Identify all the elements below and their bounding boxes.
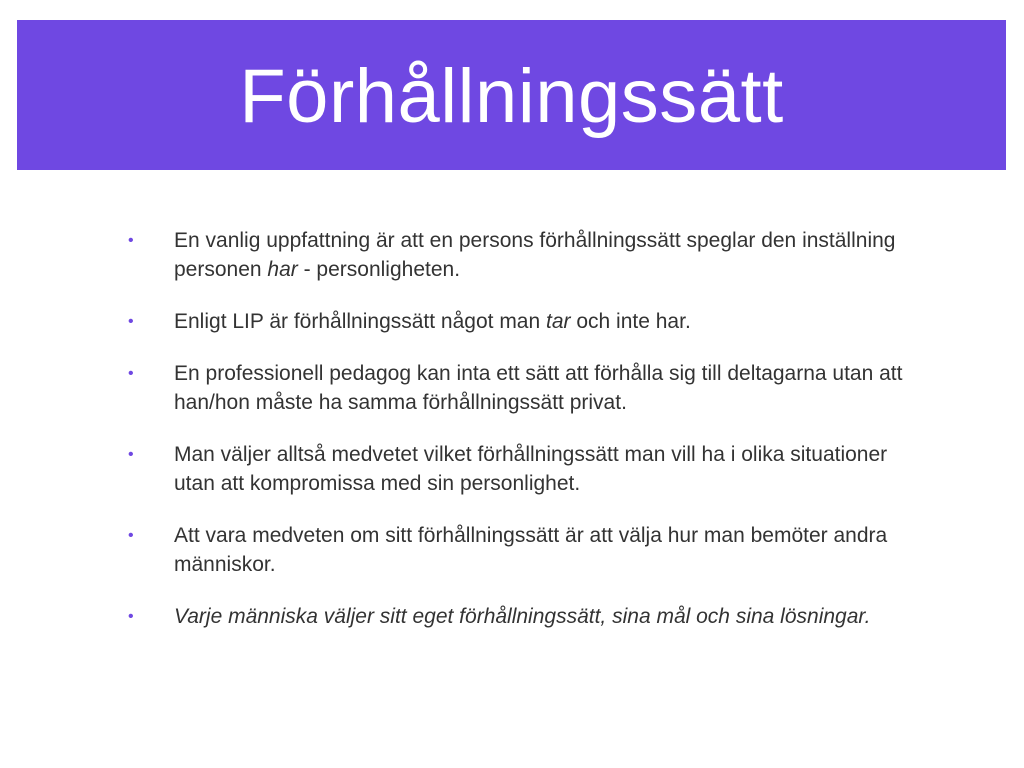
bullet-text-1-end: - personligheten. — [297, 258, 461, 281]
bullet-item-2 — [128, 307, 928, 336]
bullet-text-5: Att vara medveten om sitt förhållningssätt är att välja hur man bemöter andra människor. — [174, 524, 888, 576]
bullet-marker: • — [128, 313, 134, 330]
bullet-marker: • — [128, 446, 134, 463]
bullet-marker: • — [128, 608, 134, 625]
bullet-text-4: Man väljer alltså medvetet vilket förhållningssätt man vill ha i olika situationer utan att kompromissa med sin personlighet. — [174, 443, 888, 495]
bullet-item-3 — [128, 359, 928, 417]
bullet-item-4 — [128, 440, 928, 498]
bullet-text-1-start: En vanlig uppfattning är att en persons förhållningssätt speglar den inställning personen — [174, 229, 896, 281]
bullet-marker: • — [128, 527, 134, 544]
bullet-marker: • — [128, 232, 134, 249]
bullet-text-2-emphasis: tar — [546, 310, 571, 333]
bullet-item-6 — [128, 602, 928, 631]
bullet-text-3: En professionell pedagog kan inta ett sätt att förhålla sig till deltagarna utan att han/hon måste ha samma förhållningssätt privat. — [174, 362, 903, 414]
slide-title: Förhållningssätt — [239, 54, 784, 139]
bullet-text-1-emphasis: har — [267, 258, 298, 281]
bullet-text-2-start: Enligt LIP är förhållningssätt något man — [174, 310, 547, 333]
bullet-list — [128, 226, 928, 654]
bullet-text-2-end: och inte har. — [570, 310, 691, 333]
bullet-text-6: Varje människa väljer sitt eget förhållningssätt, sina mål och sina lösningar. — [174, 605, 871, 628]
bullet-marker: • — [128, 365, 134, 382]
bullet-item-1 — [128, 226, 928, 284]
title-bar — [17, 20, 1006, 170]
bullet-item-5 — [128, 521, 928, 579]
